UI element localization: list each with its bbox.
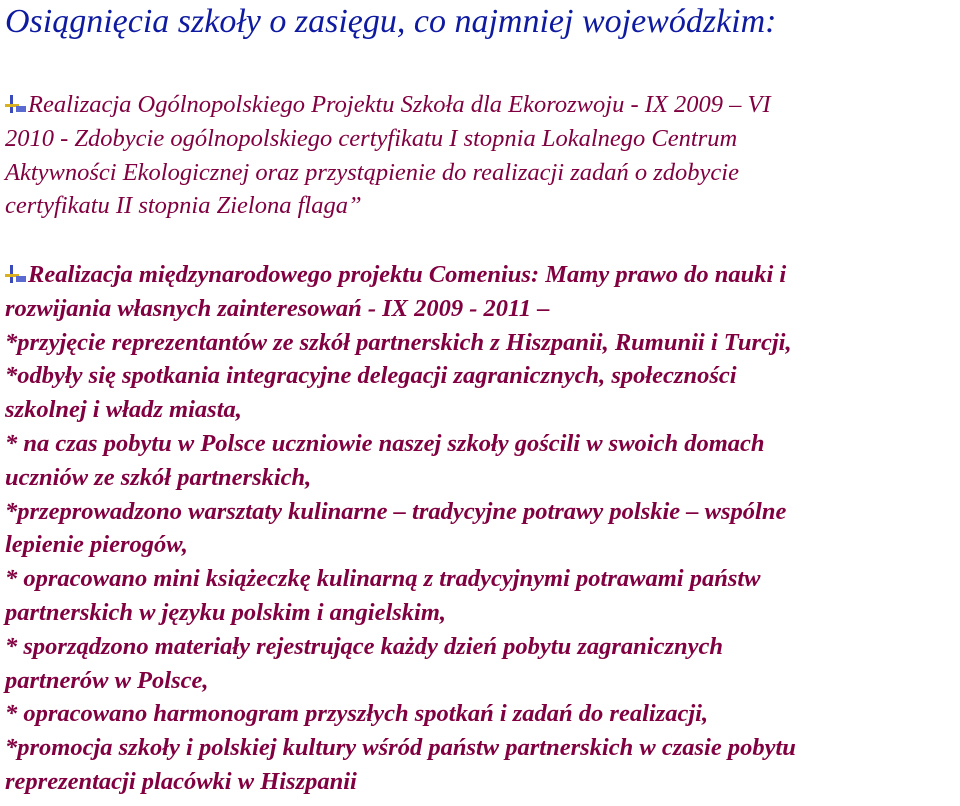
paragraph-line: szkolnej i władz miasta, — [5, 396, 242, 424]
bullet-marker-icon — [5, 95, 27, 113]
bullet-marker-icon — [5, 265, 27, 283]
slide-title: Osiągnięcia szkoły o zasięgu, co najmniej wojewódzkim: — [5, 3, 777, 40]
bullet-paragraph-eco-project — [5, 88, 957, 223]
paragraph-line: 2010 - Zdobycie ogólnopolskiego certyfikatu I stopnia Lokalnego Centrum — [5, 124, 738, 152]
paragraph-line: * opracowano mini książeczkę kulinarną z tradycyjnymi potrawami państw — [5, 565, 761, 593]
paragraph-line: certyfikatu II stopnia Zielona flaga” — [5, 192, 362, 220]
paragraph-line: Aktywności Ekologicznej oraz przystąpienie do realizacji zadań o zdobycie — [5, 158, 739, 186]
paragraph-line: *przeprowadzono warsztaty kulinarne – tradycyjne potrawy polskie – wspólne — [5, 497, 787, 525]
paragraph-line: *odbyły się spotkania integracyjne delegacji zagranicznych, społeczności — [5, 362, 737, 390]
paragraph-line: partnerskich w języku polskim i angielskim, — [5, 598, 447, 626]
paragraph-line: rozwijania własnych zainteresowań - IX 2009 - 2011 – — [5, 294, 550, 322]
paragraph-line — [5, 258, 957, 292]
paragraph-line: lepienie pierogów, — [5, 531, 188, 559]
paragraph-line: * sporządzono materiały rejestrujące każdy dzień pobytu zagranicznych — [5, 632, 724, 660]
paragraph-line: uczniów ze szkół partnerskich, — [5, 463, 312, 491]
paragraph-line-text: Realizacja Ogólnopolskiego Projektu Szkoła dla Ekorozwoju - IX 2009 – VI — [28, 91, 771, 118]
bullet-paragraph-comenius-project — [5, 258, 957, 799]
paragraph-line: partnerów w Polsce, — [5, 666, 209, 694]
paragraph-line: * na czas pobytu w Polsce uczniowie naszej szkoły gościli w swoich domach — [5, 429, 765, 457]
paragraph-line-text: Realizacja międzynarodowego projektu Comenius: Mamy prawo do nauki i — [28, 261, 787, 288]
paragraph-line — [5, 88, 957, 122]
paragraph-line: * opracowano harmonogram przyszłych spotkań i zadań do realizacji, — [5, 700, 709, 728]
paragraph-line: *przyjęcie reprezentantów ze szkół partnerskich z Hiszpanii, Rumunii i Turcji, — [5, 328, 792, 356]
paragraph-line: *promocja szkoły i polskiej kultury wśród państw partnerskich w czasie pobytu — [5, 734, 796, 762]
paragraph-line: reprezentacji placówki w Hiszpanii — [5, 767, 357, 795]
